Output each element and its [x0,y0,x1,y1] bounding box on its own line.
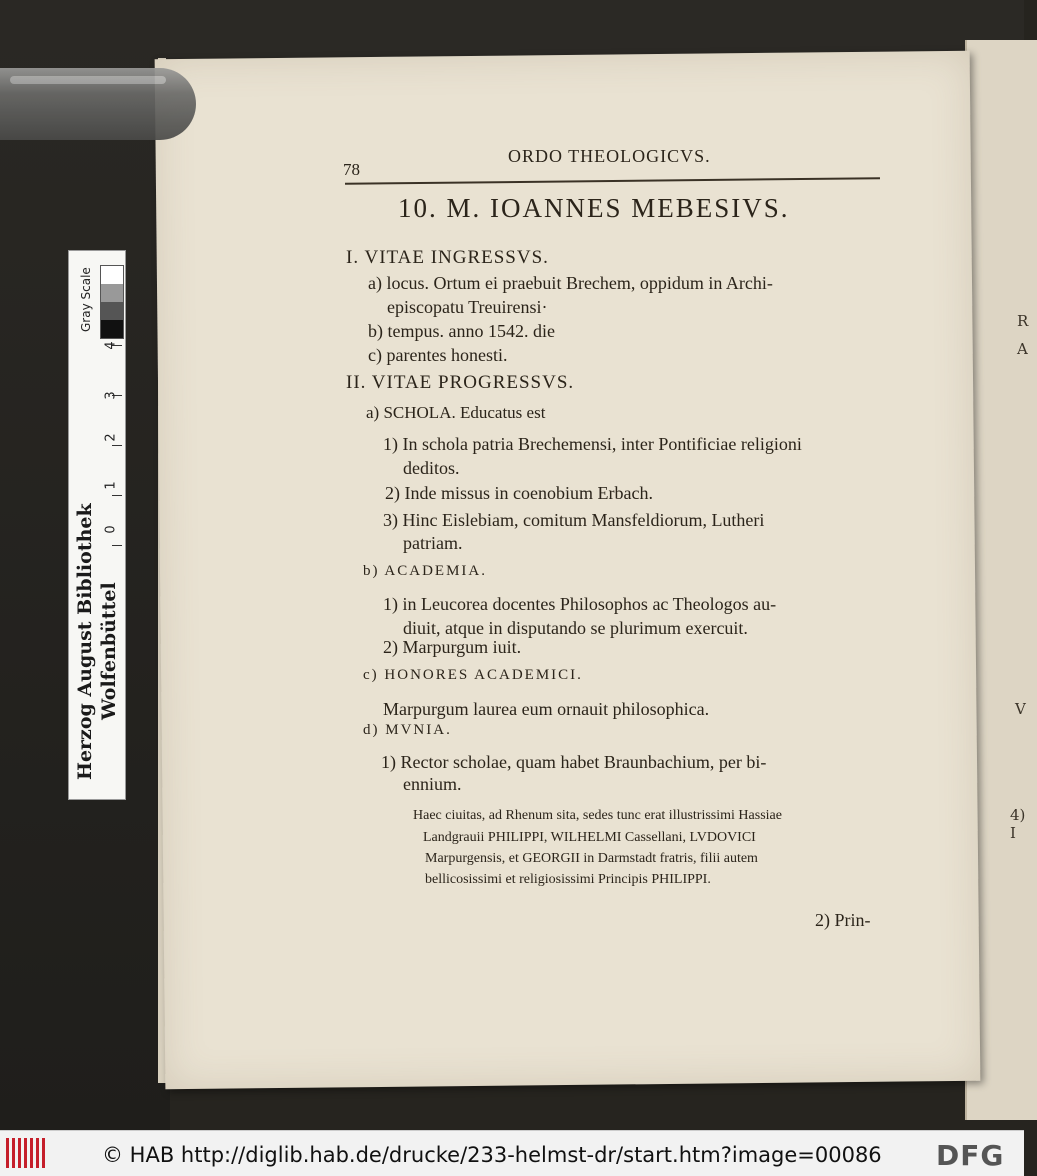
catchword: 2) Prin- [815,910,871,930]
text-line: 1) Rector scholae, quam habet Braunbachium, per bi- [381,752,767,772]
facing-page-fragment: R [1017,312,1029,330]
page-title: 10. M. IOANNES MEBESIVS. [398,193,790,223]
running-head: ORDO THEOLOGICVS. [508,146,711,166]
text-line: a) locus. Ortum ei praebuit Brechem, oppidum in Archi- [368,273,773,293]
text-line: b) tempus. anno 1542. die [368,321,555,341]
text-line: 2) Inde missus in coenobium Erbach. [385,483,653,503]
text-line: patriam. [403,533,463,553]
ruler-tick [112,445,122,446]
section-heading: II. VITAE PROGRESSVS. [346,372,575,393]
text-line: a) SCHOLA. Educatus est [366,403,546,422]
ruler-number: 3 [103,391,119,400]
text-line: diuit, atque in disputando se plurimum exercuit. [403,618,748,638]
subsection-heading: d) MVNIA. [363,722,452,738]
ruler-number: 1 [103,481,119,490]
text-line: 3) Hinc Eislebiam, comitum Mansfeldiorum, Lutheri [383,510,765,530]
facing-page-fragment: 4) I [1010,806,1026,842]
page-number: 78 [343,160,360,179]
hab-logo-icon [6,1138,46,1168]
footer-credit-link[interactable]: © HAB http://diglib.hab.de/drucke/233-helmst-dr/start.htm?image=00086 [102,1143,882,1167]
glass-clamp [0,68,196,140]
footnote-line: Haec ciuitas, ad Rhenum sita, sedes tunc erat illustrissimi Hassiae [413,808,782,823]
text-line: c) parentes honesti. [368,345,508,365]
gray-scale-label: Gray Scale [79,267,93,332]
ruler-number: 4 [103,341,119,350]
gray-scale-swatch [100,265,124,339]
ruler-tick [112,495,122,496]
facing-page-fragment: A [1017,340,1028,358]
text-line: Marpurgum laurea eum ornauit philosophica. [383,699,710,719]
text-line: 1) In schola patria Brechemensi, inter Pontificiae religioni [383,434,802,454]
text-line: 2) Marpurgum iuit. [383,637,522,657]
ruler-number: 0 [103,525,119,534]
ruler-tick [112,545,122,546]
ruler-library-city: Wolfenbüttel [98,582,120,720]
text-line: 1) in Leucorea docentes Philosophos ac Theologos au- [383,594,777,614]
section-heading: I. VITAE INGRESSVS. [346,247,549,268]
text-line: episcopatu Treuirensi· [387,297,548,317]
text-line: deditos. [403,458,460,478]
ruler-number: 2 [103,433,119,442]
footnote-line: bellicosissimi et religiosissimi Principis PHILIPPI. [425,872,711,887]
text-line: ennium. [403,774,462,794]
facing-page-fragment: V [1015,700,1026,718]
footnote-line: Landgrauii PHILIPPI, WILHELMI Cassellani, LVDOVICI [423,830,756,845]
footnote-line: Marpurgensis, et GEORGII in Darmstadt fratris, filii autem [425,851,758,866]
dfg-logo: DFG [936,1139,1005,1172]
subsection-heading: c) HONORES ACADEMICI. [363,667,583,683]
ruler-library-name: Herzog August Bibliothek [74,503,96,780]
subsection-heading: b) ACADEMIA. [363,563,487,579]
